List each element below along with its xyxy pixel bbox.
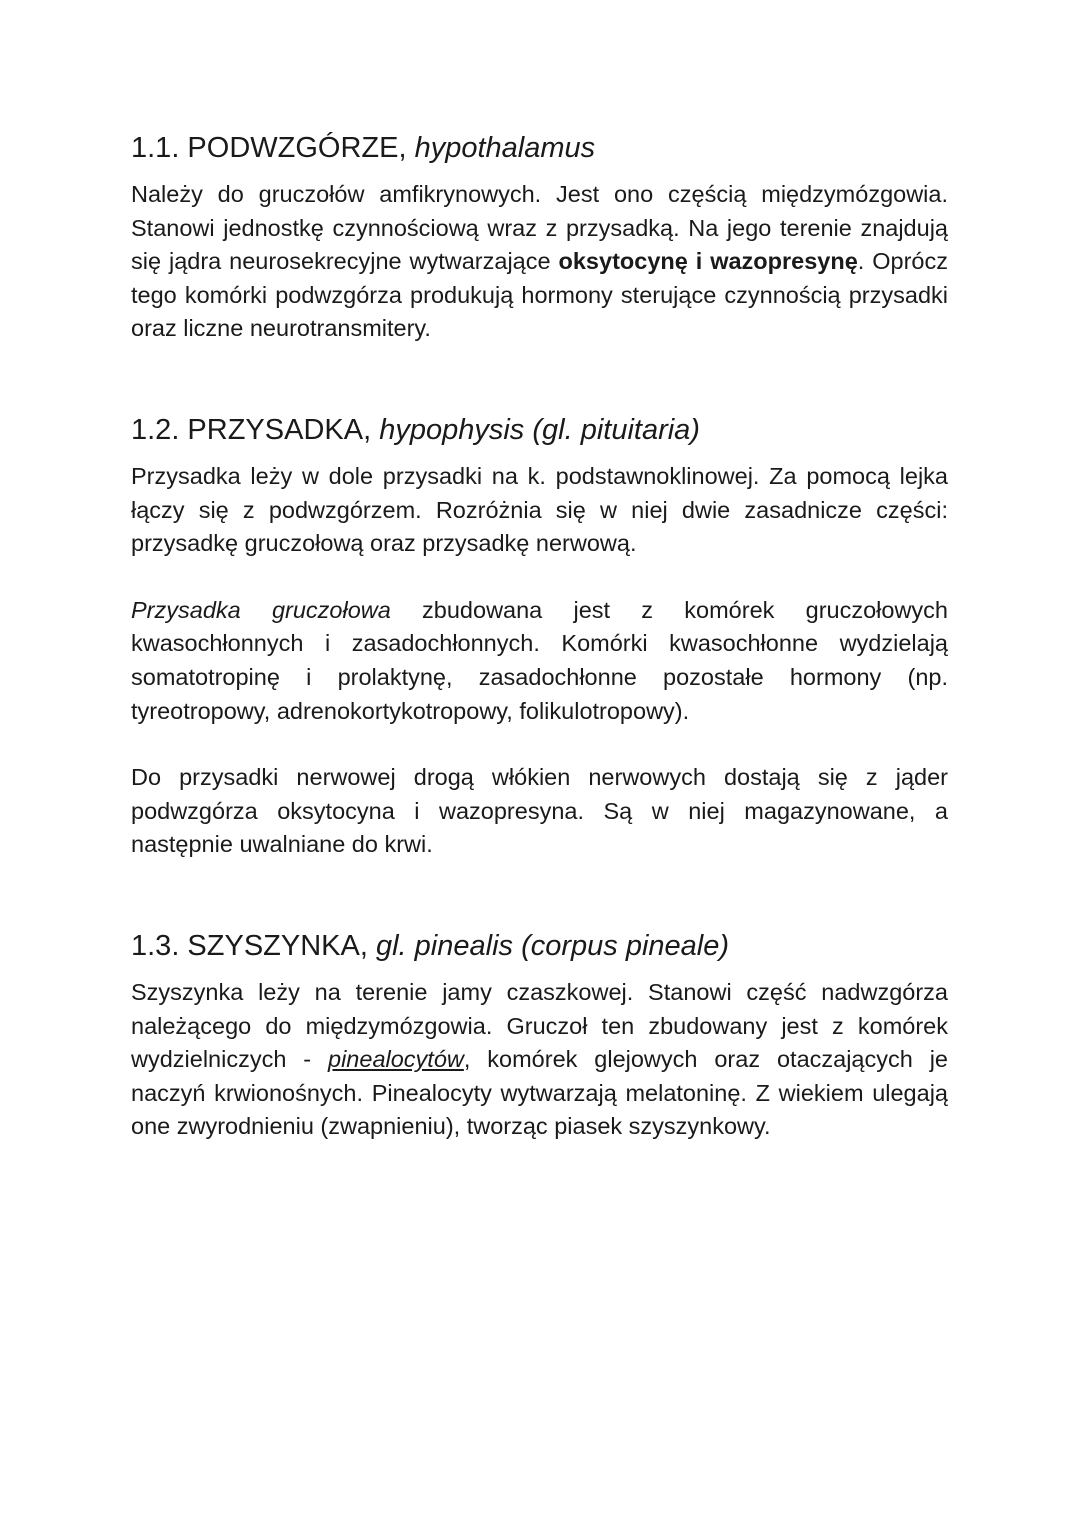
- bold-term: oksytocynę: [558, 248, 688, 275]
- title-text: 1.1. PODWZGÓRZE,: [131, 132, 415, 164]
- document-page: [131, 128, 948, 1144]
- title-latin: hypophysis (gl. pituitaria): [379, 413, 700, 446]
- section-title: [131, 926, 948, 966]
- underlined-term: pinealocytów: [328, 1046, 464, 1073]
- bold-term: i: [687, 248, 711, 275]
- section-hypophysis: [131, 410, 948, 862]
- text-run: zbudowana jest z komórek gruczołowych kwasochłonnych i zasadochłonnych. Komórki kwasochłonne wydzielają somatotropinę i prolaktynę, zasadochłonne pozostałe hormony (np. tyreotropowy, adrenokortykotropowy, folikulotropowy).: [131, 596, 948, 724]
- section-hypothalamus: [131, 128, 948, 346]
- paragraph: [131, 976, 948, 1144]
- text-run: . Oprócz tego komórki podwzgórza produkują hormony sterujące czynnością przysadki oraz liczne neurotransmitery.: [131, 248, 948, 342]
- title-text: 1.3. SZYSZYNKA,: [131, 929, 376, 962]
- paragraph: [131, 178, 948, 346]
- section-pineal: [131, 926, 948, 1144]
- paragraph: [131, 594, 948, 728]
- title-text: 1.2. PRZYSADKA,: [131, 413, 380, 446]
- title-latin: gl. pinealis (corpus pineale): [375, 929, 730, 962]
- title-latin: hypothalamus: [414, 132, 596, 164]
- section-title: [131, 410, 948, 450]
- paragraph: Do przysadki nerwowej drogą włókien nerwowych dostają się z jąder podwzgórza oksytocyna i wazopresyna. Są w niej magazynowane, a następnie uwalniane do krwi.: [131, 764, 948, 858]
- bold-term: wazopresynę: [710, 248, 858, 275]
- paragraph: Przysadka leży w dole przysadki na k. podstawnoklinowej. Za pomocą lejka łączy się z podwzgórzem. Rozróżnia się w niej dwie zasadnicze części: przysadkę gruczołową oraz przysadkę nerwową.: [131, 462, 948, 557]
- text-run: , komórek glejowych oraz otaczających je naczyń krwionośnych. Pinealocyty wytwarzają melatoninę. Z wiekiem ulegają one zwyrodnieniu (zwapnieniu), tworząc piasek szyszynkowy.: [131, 1046, 948, 1140]
- text-run: Należy do gruczołów amfikrynowych. Jest ono częścią międzymózgowia. Stanowi jednostkę czynnościową wraz z przysadką. Na jego terenie znajdują się jądra neurosekrecyjne wytwarzające: [131, 181, 948, 275]
- italic-term: Przysadka gruczołowa: [131, 596, 391, 623]
- text-run: Szyszynka leży na terenie jamy czaszkowej. Stanowi część nadwzgórza należącego do międzymózgowia. Gruczoł ten zbudowany jest z komórek wydzielniczych -: [131, 978, 948, 1073]
- section-title: [131, 128, 948, 168]
